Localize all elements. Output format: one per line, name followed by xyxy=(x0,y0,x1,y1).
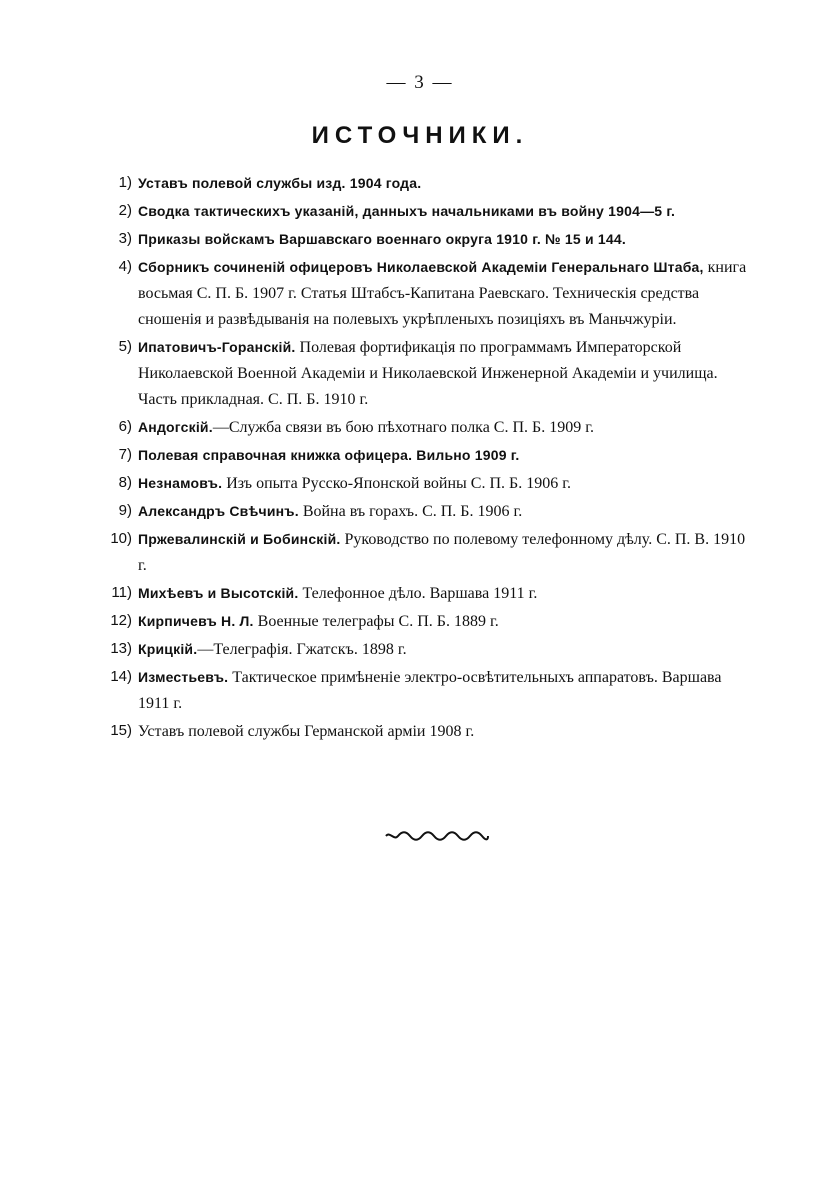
entry-number: 11) xyxy=(111,584,132,601)
source-entry xyxy=(92,226,752,253)
entry-details: Изъ опыта Русско-Японской войны С. П. Б. 1906 г. xyxy=(222,475,571,492)
entry-author: Полевая справочная книжка офицера. Вильно 1909 г. xyxy=(138,447,520,463)
entry-number: 15) xyxy=(110,722,132,739)
source-entry xyxy=(92,198,752,225)
entry-number: 9) xyxy=(118,502,132,519)
source-entry xyxy=(92,636,752,663)
entry-author: Крицкій. xyxy=(138,641,198,657)
entry-author: Уставъ полевой службы изд. 1904 года. xyxy=(138,175,422,191)
source-entry xyxy=(92,580,752,607)
entry-number: 7) xyxy=(118,446,132,463)
source-entry xyxy=(92,608,752,635)
entry-number: 5) xyxy=(118,338,132,355)
entry-text xyxy=(138,664,752,717)
entry-details: Полевая фортификація по программамъ Императорской Николаевской Военной Академіи и Николаевской Инженерной Академіи и училища. Часть прикладная. С. П. Б. 1910 г. xyxy=(138,339,718,408)
page-number: — 3 — xyxy=(386,72,454,93)
entry-text xyxy=(138,414,752,441)
entry-author: Приказы войскамъ Варшавскаго военнаго округа 1910 г. № 15 и 144. xyxy=(138,231,626,247)
entry-number: 14) xyxy=(110,668,132,685)
entry-author: Сборникъ сочиненій офицеровъ Николаевской Академіи Генеральнаго Штаба, xyxy=(138,259,704,275)
entry-number: 6) xyxy=(118,418,132,435)
source-entry xyxy=(92,414,752,441)
entry-number: 12) xyxy=(110,612,132,629)
entry-details: Руководство по полевому телефонному дѣлу. С. П. В. 1910 г. xyxy=(138,531,746,574)
entry-author: Сводка тактическихъ указаній, данныхъ начальниками въ войну 1904—5 г. xyxy=(138,203,676,219)
sources-list xyxy=(92,170,752,746)
source-entry xyxy=(92,718,752,745)
entry-author: Изместьевъ. xyxy=(138,669,229,685)
entry-text xyxy=(138,334,752,413)
entry-text xyxy=(138,608,752,635)
source-entry xyxy=(92,498,752,525)
page-title: ИСТОЧНИКИ. xyxy=(311,122,529,149)
entry-number: 3) xyxy=(118,230,132,247)
entry-text xyxy=(138,442,752,469)
entry-details: Тактическое примѣненіе электро-освѣтительныхъ аппаратовъ. Варшава 1911 г. xyxy=(138,669,722,712)
entry-author: Александръ Свѣчинъ. xyxy=(138,503,299,519)
entry-text xyxy=(138,470,752,497)
source-entry xyxy=(92,170,752,197)
source-entry xyxy=(92,254,752,333)
entry-text xyxy=(138,498,752,525)
entry-number: 1) xyxy=(118,174,132,191)
entry-details: Телефонное дѣло. Варшава 1911 г. xyxy=(298,585,538,602)
entry-text xyxy=(138,254,752,333)
entry-author: Кирпичевъ Н. Л. xyxy=(138,613,254,629)
entry-author: Михѣевъ и Высотскій. xyxy=(138,585,299,601)
entry-text xyxy=(138,526,752,579)
entry-text xyxy=(138,226,752,253)
source-entry xyxy=(92,334,752,413)
entry-number: 10) xyxy=(110,530,132,547)
source-entry xyxy=(92,526,752,579)
source-entry xyxy=(92,664,752,717)
source-entry xyxy=(92,470,752,497)
entry-author: Пржевалинскій и Бобинскій. xyxy=(138,531,341,547)
entry-author: Ипатовичъ-Горанскій. xyxy=(138,339,296,355)
ornament-divider xyxy=(384,828,490,844)
entry-author: Незнамовъ. xyxy=(138,475,223,491)
entry-details: Война въ горахъ. С. П. Б. 1906 г. xyxy=(298,503,523,520)
entry-text xyxy=(138,198,752,225)
entry-author: Андогскій. xyxy=(138,419,213,435)
entry-text xyxy=(138,580,752,607)
entry-text xyxy=(138,636,752,663)
entry-details: Военные телеграфы С. П. Б. 1889 г. xyxy=(253,613,499,630)
entry-number: 8) xyxy=(118,474,132,491)
entry-details: книга восьмая С. П. Б. 1907 г. Статья Штабсъ-Капитана Раевскаго. Техническія средства сношенія и развѣдыванія на полевыхъ укрѣпленыхъ позиціяхъ въ Маньчжуріи. xyxy=(138,259,747,328)
entry-text xyxy=(138,170,752,197)
entry-number: 13) xyxy=(110,640,132,657)
entry-number: 2) xyxy=(118,202,132,219)
source-entry xyxy=(92,442,752,469)
entry-text xyxy=(138,718,752,745)
entry-details: Уставъ полевой службы Германской арміи 1908 г. xyxy=(138,723,475,740)
entry-details: —Служба связи въ бою пѣхотнаго полка С. П. Б. 1909 г. xyxy=(212,419,594,436)
entry-details: —Телеграфія. Гжатскъ. 1898 г. xyxy=(197,641,407,658)
entry-number: 4) xyxy=(118,258,132,275)
